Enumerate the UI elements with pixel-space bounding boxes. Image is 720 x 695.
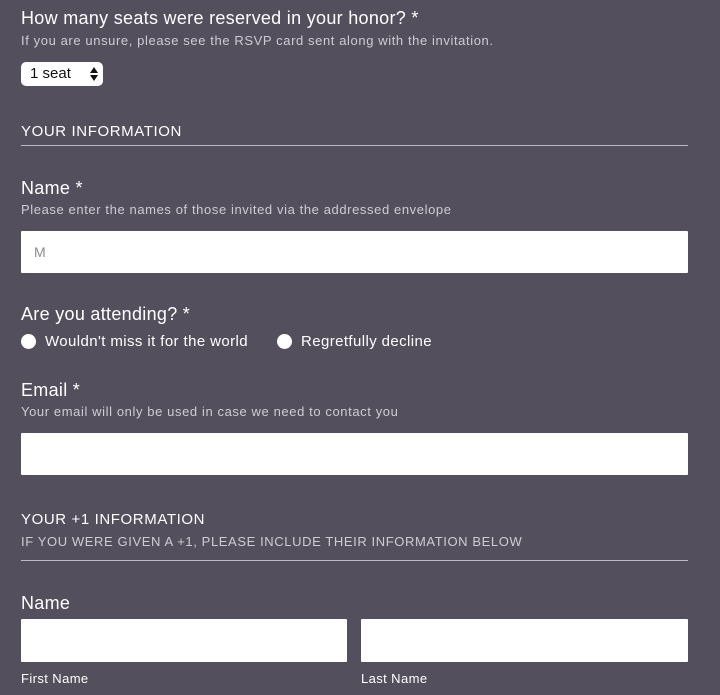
your-info-section-header: [21, 123, 182, 141]
last-name-caption: Last Name: [361, 671, 428, 686]
name-input[interactable]: [21, 231, 688, 273]
name-label-wrap: [21, 177, 83, 199]
radio-attending-no[interactable]: [277, 331, 432, 351]
email-input[interactable]: [21, 433, 688, 475]
seats-question: [21, 7, 419, 29]
seats-select[interactable]: [21, 62, 103, 86]
section-divider: [21, 560, 688, 561]
radio-attending-yes[interactable]: [21, 331, 248, 351]
seats-help: [21, 33, 494, 49]
radio-circle-icon[interactable]: [21, 334, 36, 349]
name-help: Please enter the names of those invited via the addressed envelope: [21, 202, 452, 217]
email-help-wrap: [21, 404, 398, 420]
radio-attending-no-label: Regretfully decline: [301, 332, 432, 350]
plus-one-last-name-input[interactable]: [361, 619, 688, 662]
attending-label-wrap: [21, 303, 190, 325]
radio-circle-icon[interactable]: [277, 334, 292, 349]
radio-attending-yes-label: Wouldn't miss it for the world: [45, 332, 248, 350]
plus-one-sub-wrap: [21, 534, 522, 550]
plus-one-name-label: Name: [21, 593, 71, 613]
section-divider: [21, 145, 688, 146]
seats-help-text: If you are unsure, please see the RSVP card sent along with the invitation.: [21, 33, 494, 48]
plus-one-title: YOUR +1 INFORMATION: [21, 511, 206, 528]
plus-one-section-header: [21, 511, 205, 529]
name-label: Name *: [21, 178, 83, 198]
name-help-wrap: [21, 202, 452, 218]
email-label-wrap: [21, 379, 80, 401]
attending-label: Are you attending? *: [21, 304, 191, 324]
plus-one-name-label-wrap: [21, 592, 70, 614]
your-info-title: YOUR INFORMATION: [21, 123, 182, 140]
seats-question-label: How many seats were reserved in your honor? *: [21, 8, 419, 28]
email-help: Your email will only be used in case we need to contact you: [21, 404, 399, 419]
email-label: Email *: [21, 380, 81, 400]
plus-one-subtitle: IF YOU WERE GIVEN A +1, PLEASE INCLUDE THEIR INFORMATION BELOW: [21, 534, 523, 549]
first-name-caption: First Name: [21, 671, 89, 686]
seats-select-value: 1 seat: [30, 65, 71, 82]
plus-one-first-name-input[interactable]: [21, 619, 347, 662]
select-arrows-icon: [89, 65, 99, 83]
